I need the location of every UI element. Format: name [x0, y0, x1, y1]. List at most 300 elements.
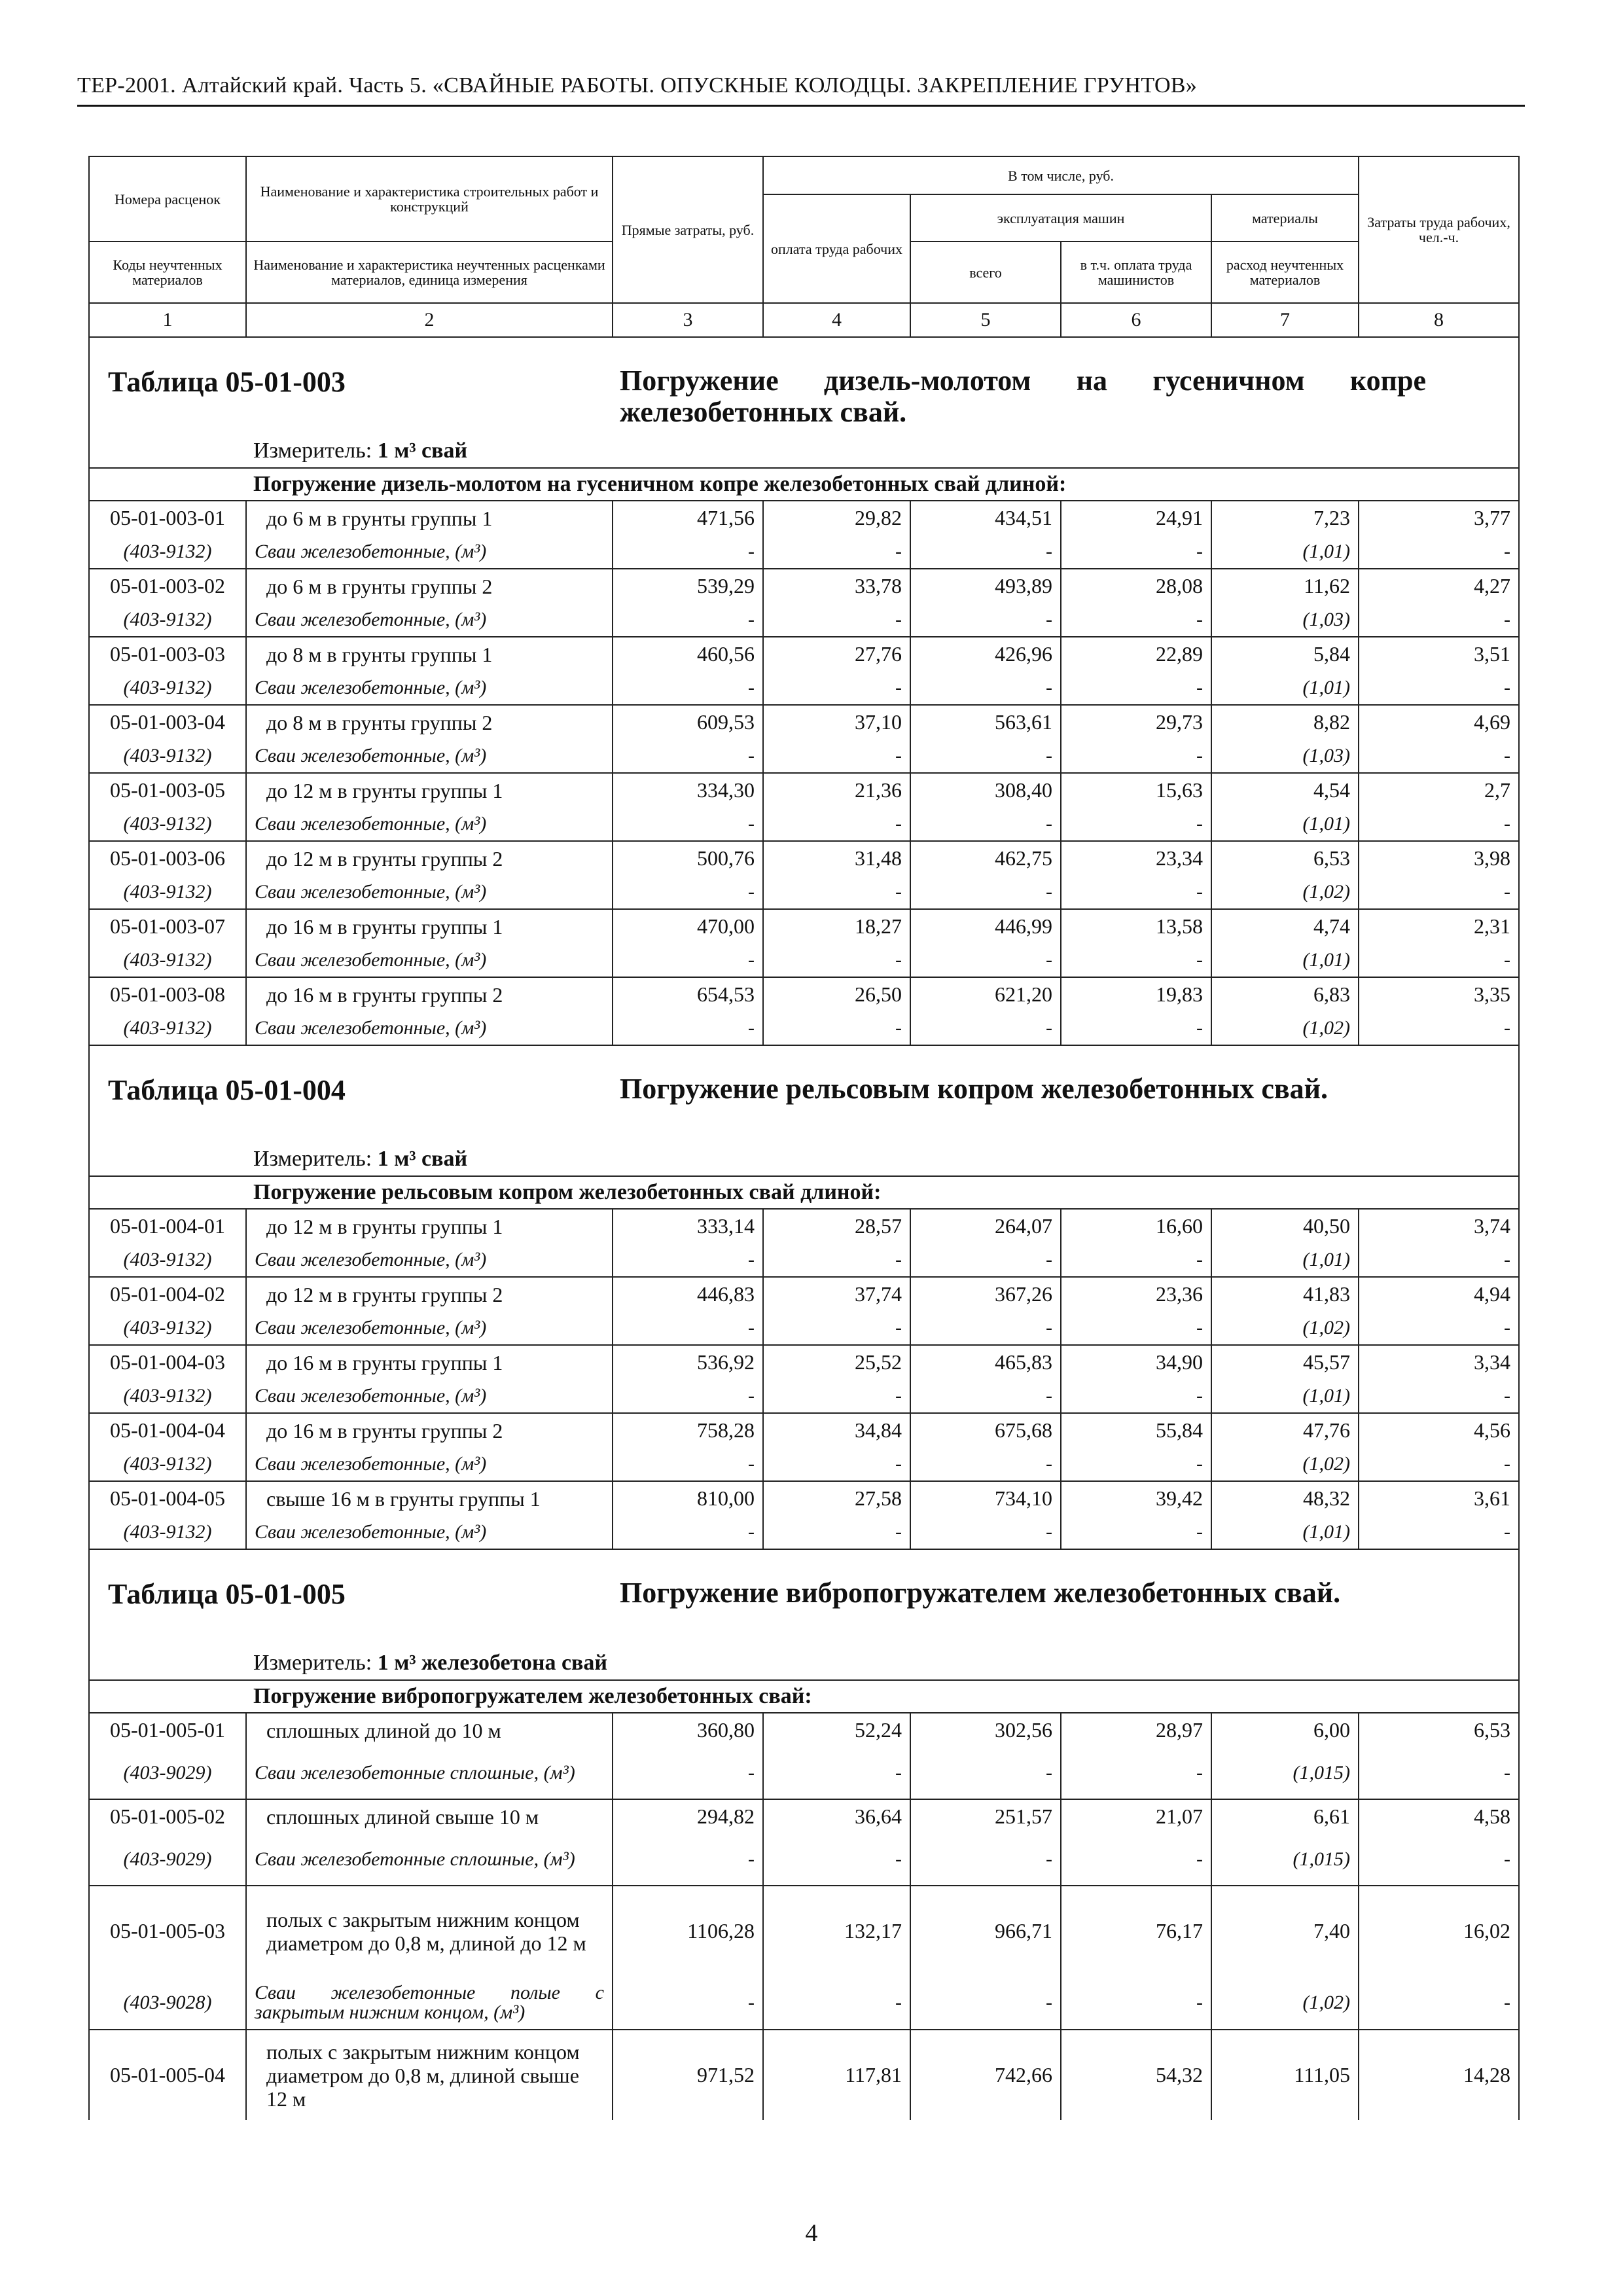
material-code: (403-9132) [89, 671, 246, 705]
value-cell: 563,61 [910, 705, 1061, 739]
dash-cell: - [910, 1976, 1061, 2030]
value-cell: 31,48 [763, 841, 910, 875]
material-row [89, 807, 1519, 841]
col-header-machines: эксплуатация машин [910, 194, 1211, 242]
value-cell: 536,92 [613, 1345, 763, 1379]
value-cell: 16,02 [1359, 1886, 1519, 1976]
table-row [89, 1713, 1519, 1747]
meter-value: 1 м³ железобетона свай [377, 1651, 607, 1675]
price-code: 05-01-005-01 [89, 1713, 246, 1747]
material-code: (403-9132) [89, 1011, 246, 1045]
value-cell: 2,31 [1359, 909, 1519, 943]
price-code: 05-01-003-06 [89, 841, 246, 875]
price-code: 05-01-005-04 [89, 2030, 246, 2120]
value-cell: 609,53 [613, 705, 763, 739]
value-cell: 45,57 [1211, 1345, 1359, 1379]
section-row [89, 1176, 1519, 1209]
dash-cell: - [763, 535, 910, 569]
dash-cell: - [613, 1243, 763, 1277]
value-cell: 308,40 [910, 773, 1061, 807]
work-name: до 12 м в грунты группы 2 [246, 841, 613, 875]
dash-cell: - [910, 943, 1061, 977]
value-cell: 117,81 [763, 2030, 910, 2120]
table-row [89, 1481, 1519, 1515]
dash-cell: - [1359, 1976, 1519, 2030]
value-cell: 471,56 [613, 501, 763, 535]
value-cell: 1106,28 [613, 1886, 763, 1976]
value-cell: 47,76 [1211, 1413, 1359, 1447]
work-name: свыше 16 м в грунты группы 1 [246, 1481, 613, 1515]
dash-cell: - [1061, 875, 1211, 909]
section-title: Погружение вибропогружателем железобетонных свай: [89, 1680, 1519, 1713]
value-cell: 302,56 [910, 1713, 1061, 1747]
value-cell: 4,54 [1211, 773, 1359, 807]
value-cell: 462,75 [910, 841, 1061, 875]
value-cell: 264,07 [910, 1209, 1061, 1243]
material-name: Сваи железобетонные, (м³) [246, 739, 613, 773]
material-code: (403-9029) [89, 1833, 246, 1886]
price-code: 05-01-003-07 [89, 909, 246, 943]
dash-cell: - [613, 807, 763, 841]
material-code: (403-9132) [89, 739, 246, 773]
value-cell: 21,07 [1061, 1799, 1211, 1833]
dash-cell: - [613, 739, 763, 773]
material-quantity: (1,03) [1211, 739, 1359, 773]
material-row [89, 1243, 1519, 1277]
value-cell: 3,35 [1359, 977, 1519, 1011]
value-cell: 4,74 [1211, 909, 1359, 943]
dash-cell: - [763, 671, 910, 705]
dash-cell: - [910, 1515, 1061, 1549]
value-cell: 29,82 [763, 501, 910, 535]
dash-cell: - [763, 1011, 910, 1045]
value-cell: 6,83 [1211, 977, 1359, 1011]
table-meter [253, 439, 467, 463]
table-row [89, 909, 1519, 943]
col-number: 4 [763, 303, 910, 337]
value-cell: 500,76 [613, 841, 763, 875]
material-quantity: (1,01) [1211, 671, 1359, 705]
col-number: 1 [89, 303, 246, 337]
material-name: Сваи железобетонные, (м³) [246, 671, 613, 705]
col-header-total: всего [910, 242, 1061, 303]
material-name: Сваи железобетонные, (м³) [246, 875, 613, 909]
work-name: полых с закрытым нижним концом диаметром до 0,8 м, длиной до 12 м [246, 1886, 613, 1976]
material-name: Сваи железобетонные, (м³) [246, 535, 613, 569]
header-rule [77, 105, 1525, 107]
col-header-mat-codes: Коды неучтенных материалов [89, 242, 246, 303]
value-cell: 971,52 [613, 2030, 763, 2120]
meter-value: 1 м³ свай [377, 1147, 468, 1171]
value-cell: 18,27 [763, 909, 910, 943]
material-name: Сваи железобетонные сплошные, (м³) [246, 1747, 613, 1799]
col-header-materials: материалы [1211, 194, 1359, 242]
value-cell: 27,76 [763, 637, 910, 671]
material-row [89, 603, 1519, 637]
table-title-row [89, 1549, 1519, 1680]
meter-label: Измеритель: [253, 1651, 372, 1675]
col-header-incl-drivers: в т.ч. оплата труда машинистов [1061, 242, 1211, 303]
material-code: (403-9132) [89, 1311, 246, 1345]
price-code: 05-01-003-08 [89, 977, 246, 1011]
material-name: Сваи железобетонные, (м³) [246, 1379, 613, 1413]
dash-cell: - [763, 739, 910, 773]
material-code: (403-9132) [89, 1515, 246, 1549]
value-cell: 493,89 [910, 569, 1061, 603]
dash-cell: - [1359, 943, 1519, 977]
section-row [89, 1680, 1519, 1713]
dash-cell: - [1061, 943, 1211, 977]
value-cell: 11,62 [1211, 569, 1359, 603]
value-cell: 16,60 [1061, 1209, 1211, 1243]
dash-cell: - [613, 1447, 763, 1481]
material-row [89, 1976, 1519, 2030]
table-row [89, 637, 1519, 671]
value-cell: 360,80 [613, 1713, 763, 1747]
price-code: 05-01-004-03 [89, 1345, 246, 1379]
dash-cell: - [1359, 603, 1519, 637]
value-cell: 294,82 [613, 1799, 763, 1833]
col-header-price-no: Номера расценок [89, 156, 246, 242]
material-code: (403-9132) [89, 943, 246, 977]
material-quantity: (1,015) [1211, 1747, 1359, 1799]
material-row [89, 1379, 1519, 1413]
col-header-labor: Затраты труда рабочих, чел.-ч. [1359, 156, 1519, 303]
value-cell: 4,94 [1359, 1277, 1519, 1311]
col-header-incl: В том числе, руб. [763, 156, 1359, 194]
material-row [89, 535, 1519, 569]
dash-cell: - [1359, 807, 1519, 841]
table-title-row [89, 337, 1519, 468]
dash-cell: - [1359, 1011, 1519, 1045]
value-cell: 34,90 [1061, 1345, 1211, 1379]
dash-cell: - [1359, 739, 1519, 773]
value-cell: 470,00 [613, 909, 763, 943]
value-cell: 21,36 [763, 773, 910, 807]
value-cell: 426,96 [910, 637, 1061, 671]
work-name: до 8 м в грунты группы 2 [246, 705, 613, 739]
dash-cell: - [910, 1379, 1061, 1413]
dash-cell: - [613, 943, 763, 977]
value-cell: 6,53 [1211, 841, 1359, 875]
value-cell: 334,30 [613, 773, 763, 807]
dash-cell: - [613, 1976, 763, 2030]
material-quantity: (1,01) [1211, 1243, 1359, 1277]
value-cell: 48,32 [1211, 1481, 1359, 1515]
material-quantity: (1,03) [1211, 603, 1359, 637]
dash-cell: - [910, 603, 1061, 637]
table-row [89, 1345, 1519, 1379]
value-cell: 36,64 [763, 1799, 910, 1833]
dash-cell: - [1359, 535, 1519, 569]
value-cell: 27,58 [763, 1481, 910, 1515]
value-cell: 966,71 [910, 1886, 1061, 1976]
dash-cell: - [1359, 1311, 1519, 1345]
price-code: 05-01-003-03 [89, 637, 246, 671]
dash-cell: - [763, 1515, 910, 1549]
dash-cell: - [1061, 1747, 1211, 1799]
value-cell: 4,69 [1359, 705, 1519, 739]
table-row [89, 501, 1519, 535]
price-code: 05-01-005-03 [89, 1886, 246, 1976]
value-cell: 8,82 [1211, 705, 1359, 739]
table-meter [253, 1147, 467, 1172]
dash-cell: - [763, 1379, 910, 1413]
dash-cell: - [1061, 807, 1211, 841]
price-code: 05-01-004-01 [89, 1209, 246, 1243]
value-cell: 76,17 [1061, 1886, 1211, 1976]
material-name: Сваи железобетонные, (м³) [246, 1515, 613, 1549]
col-header-mat-use: расход неучтенных материалов [1211, 242, 1359, 303]
meter-label: Измеритель: [253, 1147, 372, 1171]
material-row [89, 671, 1519, 705]
dash-cell: - [1061, 1976, 1211, 2030]
section-title: Погружение рельсовым копром железобетонных свай длиной: [89, 1176, 1519, 1209]
material-row [89, 1747, 1519, 1799]
value-cell: 19,83 [1061, 977, 1211, 1011]
col-number: 3 [613, 303, 763, 337]
section-title: Погружение дизель-молотом на гусеничном копре железобетонных свай длиной: [89, 468, 1519, 501]
col-number: 7 [1211, 303, 1359, 337]
value-cell: 4,27 [1359, 569, 1519, 603]
dash-cell: - [910, 807, 1061, 841]
value-cell: 6,53 [1359, 1713, 1519, 1747]
value-cell: 23,36 [1061, 1277, 1211, 1311]
dash-cell: - [1359, 875, 1519, 909]
dash-cell: - [763, 807, 910, 841]
work-name: до 16 м в грунты группы 2 [246, 1413, 613, 1447]
work-name: до 16 м в грунты группы 1 [246, 909, 613, 943]
dash-cell: - [910, 1311, 1061, 1345]
dash-cell: - [613, 1833, 763, 1886]
dash-cell: - [763, 1833, 910, 1886]
value-cell: 446,99 [910, 909, 1061, 943]
material-name: Сваи железобетонные, (м³) [246, 1243, 613, 1277]
material-code: (403-9132) [89, 1243, 246, 1277]
material-row [89, 1447, 1519, 1481]
value-cell: 810,00 [613, 1481, 763, 1515]
table-number: Таблица 05-01-004 [108, 1074, 346, 1106]
dash-cell: - [763, 875, 910, 909]
material-quantity: (1,02) [1211, 1447, 1359, 1481]
dash-cell: - [1359, 1833, 1519, 1886]
table-title: Погружение вибропогружателем железобетонных свай. [620, 1577, 1341, 1609]
dash-cell: - [1061, 739, 1211, 773]
work-name: до 12 м в грунты группы 2 [246, 1277, 613, 1311]
table-number: Таблица 05-01-003 [108, 366, 346, 398]
table-title-block [89, 337, 1519, 468]
material-name: Сваи железобетонные, (м³) [246, 807, 613, 841]
value-cell: 465,83 [910, 1345, 1061, 1379]
col-header-mat-name: Наименование и характеристика неучтенных расценками материалов, единица измерения [246, 242, 613, 303]
table-row [89, 569, 1519, 603]
value-cell: 111,05 [1211, 2030, 1359, 2120]
value-cell: 25,52 [763, 1345, 910, 1379]
value-cell: 55,84 [1061, 1413, 1211, 1447]
material-row [89, 1311, 1519, 1345]
value-cell: 621,20 [910, 977, 1061, 1011]
material-quantity: (1,01) [1211, 1379, 1359, 1413]
dash-cell: - [1061, 1311, 1211, 1345]
value-cell: 3,77 [1359, 501, 1519, 535]
material-name: Сваи железобетонные полые с закрытым нижним концом, (м³) [246, 1976, 613, 2030]
value-cell: 2,7 [1359, 773, 1519, 807]
value-cell: 5,84 [1211, 637, 1359, 671]
material-name: Сваи железобетонные, (м³) [246, 603, 613, 637]
dash-cell: - [763, 1243, 910, 1277]
material-code: (403-9029) [89, 1747, 246, 1799]
table-title: Погружение дизель-молотом на гусеничном копре железобетонных свай. [620, 365, 1426, 428]
dash-cell: - [613, 671, 763, 705]
col-number: 2 [246, 303, 613, 337]
material-code: (403-9132) [89, 1379, 246, 1413]
value-cell: 333,14 [613, 1209, 763, 1243]
value-cell: 7,23 [1211, 501, 1359, 535]
dash-cell: - [613, 535, 763, 569]
material-name: Сваи железобетонные сплошные, (м³) [246, 1833, 613, 1886]
dash-cell: - [613, 1011, 763, 1045]
table-row [89, 1277, 1519, 1311]
dash-cell: - [1359, 671, 1519, 705]
price-code: 05-01-004-04 [89, 1413, 246, 1447]
material-row [89, 1011, 1519, 1045]
value-cell: 6,61 [1211, 1799, 1359, 1833]
dash-cell: - [910, 1747, 1061, 1799]
dash-cell: - [910, 1833, 1061, 1886]
price-code: 05-01-004-02 [89, 1277, 246, 1311]
dash-cell: - [763, 943, 910, 977]
value-cell: 28,97 [1061, 1713, 1211, 1747]
value-cell: 24,91 [1061, 501, 1211, 535]
value-cell: 654,53 [613, 977, 763, 1011]
work-name: до 12 м в грунты группы 1 [246, 773, 613, 807]
dash-cell: - [1359, 1379, 1519, 1413]
dash-cell: - [1359, 1447, 1519, 1481]
value-cell: 251,57 [910, 1799, 1061, 1833]
value-cell: 23,34 [1061, 841, 1211, 875]
material-quantity: (1,02) [1211, 1311, 1359, 1345]
material-name: Сваи железобетонные, (м³) [246, 943, 613, 977]
material-quantity: (1,02) [1211, 1011, 1359, 1045]
table-row [89, 1799, 1519, 1833]
price-code: 05-01-005-02 [89, 1799, 246, 1833]
col-number: 8 [1359, 303, 1519, 337]
value-cell: 28,57 [763, 1209, 910, 1243]
material-row [89, 1515, 1519, 1549]
dash-cell: - [763, 1447, 910, 1481]
material-code: (403-9132) [89, 875, 246, 909]
price-code: 05-01-004-05 [89, 1481, 246, 1515]
value-cell: 26,50 [763, 977, 910, 1011]
dash-cell: - [910, 739, 1061, 773]
work-name: полых с закрытым нижним концом диаметром до 0,8 м, длиной свыше 12 м [246, 2030, 613, 2120]
value-cell: 460,56 [613, 637, 763, 671]
value-cell: 15,63 [1061, 773, 1211, 807]
price-code: 05-01-003-01 [89, 501, 246, 535]
material-row [89, 875, 1519, 909]
dash-cell: - [1359, 1243, 1519, 1277]
value-cell: 758,28 [613, 1413, 763, 1447]
meter-label: Измеритель: [253, 439, 372, 463]
value-cell: 4,58 [1359, 1799, 1519, 1833]
dash-cell: - [910, 1243, 1061, 1277]
dash-cell: - [1061, 1379, 1211, 1413]
table-row [89, 1886, 1519, 1976]
value-cell: 39,42 [1061, 1481, 1211, 1515]
section-row [89, 468, 1519, 501]
value-cell: 446,83 [613, 1277, 763, 1311]
dash-cell: - [1061, 1447, 1211, 1481]
value-cell: 22,89 [1061, 637, 1211, 671]
table-row [89, 773, 1519, 807]
dash-cell: - [1061, 1833, 1211, 1886]
value-cell: 3,61 [1359, 1481, 1519, 1515]
material-code: (403-9132) [89, 807, 246, 841]
work-name: сплошных длиной свыше 10 м [246, 1799, 613, 1833]
material-quantity: (1,01) [1211, 943, 1359, 977]
table-meter [253, 1651, 607, 1676]
value-cell: 675,68 [910, 1413, 1061, 1447]
table-row [89, 705, 1519, 739]
table-title-block [89, 1045, 1519, 1176]
col-header-work-name: Наименование и характеристика строительных работ и конструкций [246, 156, 613, 242]
dash-cell: - [1061, 603, 1211, 637]
work-name: до 16 м в грунты группы 2 [246, 977, 613, 1011]
material-code: (403-9028) [89, 1976, 246, 2030]
dash-cell: - [1061, 535, 1211, 569]
value-cell: 4,56 [1359, 1413, 1519, 1447]
material-code: (403-9132) [89, 603, 246, 637]
dash-cell: - [910, 875, 1061, 909]
dash-cell: - [910, 535, 1061, 569]
work-name: до 8 м в грунты группы 1 [246, 637, 613, 671]
work-name: до 12 м в грунты группы 1 [246, 1209, 613, 1243]
material-row [89, 1833, 1519, 1886]
material-quantity: (1,01) [1211, 1515, 1359, 1549]
dash-cell: - [763, 1311, 910, 1345]
value-cell: 33,78 [763, 569, 910, 603]
dash-cell: - [1359, 1747, 1519, 1799]
value-cell: 6,00 [1211, 1713, 1359, 1747]
dash-cell: - [613, 603, 763, 637]
value-cell: 34,84 [763, 1413, 910, 1447]
table-row [89, 841, 1519, 875]
table-title-row [89, 1045, 1519, 1176]
material-row [89, 943, 1519, 977]
value-cell: 7,40 [1211, 1886, 1359, 1976]
value-cell: 52,24 [763, 1713, 910, 1747]
work-name: до 16 м в грунты группы 1 [246, 1345, 613, 1379]
dash-cell: - [613, 1515, 763, 1549]
value-cell: 3,51 [1359, 637, 1519, 671]
value-cell: 37,74 [763, 1277, 910, 1311]
dash-cell: - [910, 1011, 1061, 1045]
value-cell: 41,83 [1211, 1277, 1359, 1311]
dash-cell: - [763, 1976, 910, 2030]
material-name: Сваи железобетонные, (м³) [246, 1447, 613, 1481]
material-quantity: (1,01) [1211, 807, 1359, 841]
table-title: Погружение рельсовым копром железобетонных свай. [620, 1073, 1328, 1105]
dash-cell: - [910, 1447, 1061, 1481]
dash-cell: - [910, 671, 1061, 705]
dash-cell: - [763, 603, 910, 637]
work-name: до 6 м в грунты группы 1 [246, 501, 613, 535]
value-cell: 3,98 [1359, 841, 1519, 875]
dash-cell: - [1359, 1515, 1519, 1549]
rates-table [88, 156, 1520, 2120]
dash-cell: - [1061, 671, 1211, 705]
material-quantity: (1,01) [1211, 535, 1359, 569]
